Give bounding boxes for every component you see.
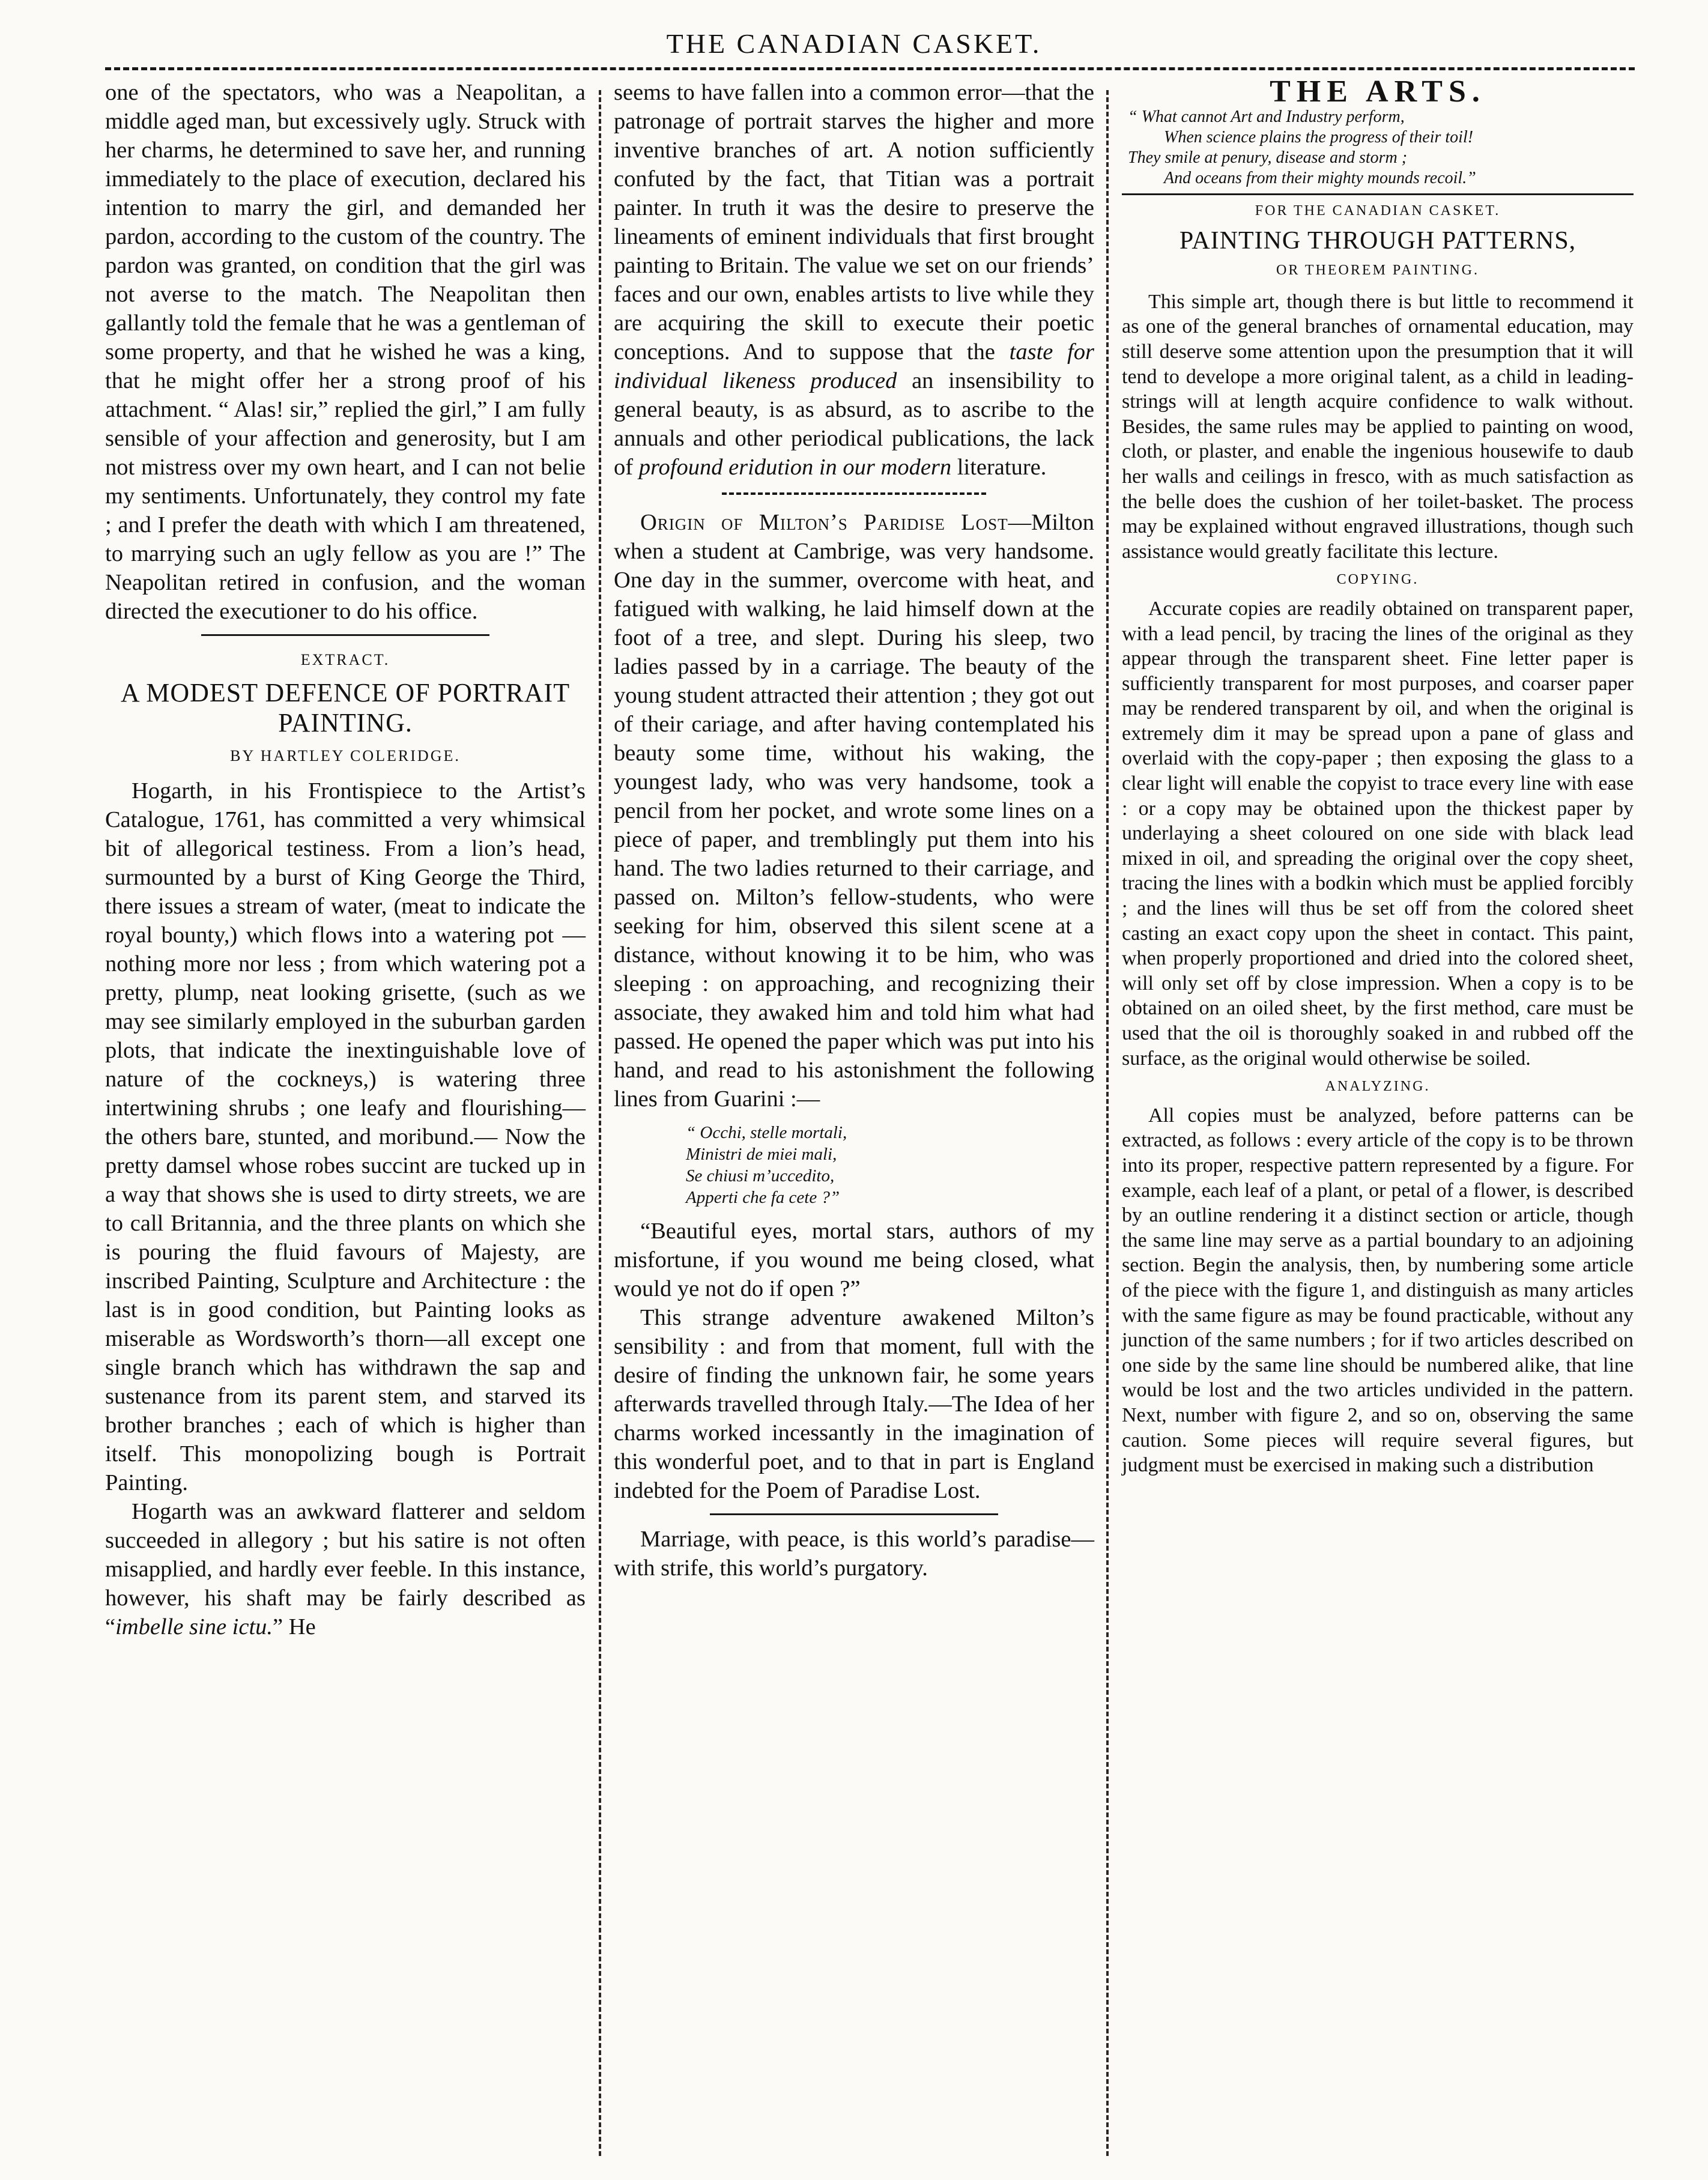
paragraph: Hogarth, in his Frontispiece to the Artist’s Catalogue, 1761, has committed a very whimsical bit of allegorical testiness. From a lion’s head, surmounted by a burst of King George the Third, there issues a stream of water, (meat to indicate the royal bounty,) which flows into a watering pot —nothing more nor less ; from which watering pot a pretty, plump, neat looking grisette, (such as we may see similarly employed in the suburban garden plots, that indicate the inextinguishable love of nature of the cockneys,) is watering three intertwining shrubs ; one leafy and flourishing— the others bare, stunted, and moribund.— Now the pretty damsel whose robes succint are tucked up in a way that shows she is used to dirty streets, we are to call Britannia, and the three plants on which she is pouring the fluid favours of Majesty, are inscribed Painting, Sculpture and Architecture : the last is in good condition, but Painting looks as miserable as Wordsworth’s thorn—all except one single branch which has withdrawn the sap and sustenance from its parent stem, and starved its brother branches ; each of which is higher than itself. This monopolizing bough is Portrait Painting. (105, 778, 586, 1495)
motto-verse: “ What cannot Art and Industry perform, When science plains the progress of their toil! They smile at penury, disease and storm ; And oceans from their mighty mounds recoil.” (1128, 107, 1476, 187)
italian-verse: “ Occhi, stelle mortali, Ministri de miei mali, Se chiusi m’uccedito, Apperti che fa cete ?” (686, 1123, 847, 1207)
paragraph: Marriage, with peace, is this world’s paradise—with strife, this world’s purgatory. (614, 1527, 1094, 1581)
byline: BY HARTLEY COLERIDGE. (230, 747, 461, 765)
section-rule (722, 492, 986, 495)
paragraph: Origin of Milton’s Paridise Lost—Milton when a student at Cambrige, was very handsome. One day in the summer, overcome with heat, and fatigued with walking, he laid himself down at the foot of a tree, and slept. During his sleep, two ladies passed by in a carriage. The beauty of the young student attracted their attention ; they got out of their cariage, and after having contemplated his beauty some time, without his waking, the youngest lady, who was very handsome, took a pencil from her pocket, and wrote some lines on a piece of paper, and tremblingly put them into his hand. The two ladies returned to their carriage, and passed on. Milton’s fellow-students, who were seeking for him, observed this silent scene at a distance, without knowing it to be him, who was sleeping : on approaching, and recognizing their associate, they awaked him and told him what had passed. He opened the paper which was put into his hand, and read to his astonishment the following lines from Guarini :— (614, 510, 1094, 1112)
for-label: FOR THE CANADIAN CASKET. (1255, 202, 1501, 219)
paragraph: one of the spectators, who was a Neapolitan, a middle aged man, but excessively ugly. Struck with her charms, he determined to save her, and running immediately to the place of execution, declared his intention to marry the girl, and demanded her pardon, according to the custom of the country. The pardon was granted, on condition that the girl was not averse to the match. The Neapolitan then gallantly told the female that he was a gentleman of some property, and that he wished he was a king, that he might offer her a strong proof of his attachment. “ Alas! sir,” replied the girl,” I am fully sensible of your affection and generosity, but I am not mistress over my own heart, and I can not belie my sentiments. Unfortunately, they control my fate ; and I prefer the death with which I am threatened, to marrying such an ugly fellow as you are !” The Neapolitan retired in confusion, and the woman directed the executioner to do his office. (105, 80, 586, 624)
paragraph: “Beautiful eyes, mortal stars, authors of my misfortune, if you wound me being closed, what would ye not do if open ?” (614, 1219, 1094, 1301)
paragraph: seems to have fallen into a common error—that the patronage of portrait starves the higher and more inventive branches of art. A notion sufficiently confuted by the fact, that Titian was a portrait painter. In truth it was the desire to preserve the lineaments of eminent individuals that first brought painting to Britain. The value we set on our friends’ faces and our own, enables artists to live while they are acquiring the skill to execute their poetic conceptions. And to suppose that the taste for individual likeness produced an insensibility to general beauty, is as absurd, as to ascribe to the annuals and other periodical publications, the lack of profound eridution in our modern literature. (614, 80, 1094, 480)
paragraph: Hogarth was an awkward flatterer and seldom succeeded in allegory ; but his satire is not often misapplied, and hardly ever feeble. In this instance, however, his shaft may be fairly described as “imbelle sine ictu.” He (105, 1499, 586, 1640)
arts-masthead: THE ARTS. (1270, 74, 1486, 109)
extract-label: EXTRACT. (300, 651, 390, 668)
header-rule (105, 67, 1635, 70)
running-head: THE CANADIAN CASKET. (666, 28, 1042, 59)
paragraph: This simple art, though there is but little to recommend it as one of the general branches of ornamental education, may still deserve some attention upon the presumption that it will tend to develope a more original talent, as a child in leading-strings will at length acquire confidence to walk without. Besides, the same rules may be applied to painting on wood, cloth, or plaster, and enable the ingenious housewife to daub her walls and ceilings in fresco, with as much satisfaction as the belle does the cushion of her toilet-basket. The process may be explained without engraved illustrations, though such assistance would greatly facilitate this lecture. (1122, 290, 1634, 563)
column-1 (105, 78, 586, 1641)
column-2 (614, 78, 1094, 1582)
column-rule (1106, 90, 1109, 2156)
article-title: PAINTING THROUGH PATTERNS, (1179, 227, 1576, 255)
section-rule (1122, 193, 1634, 195)
paragraph: Accurate copies are readily obtained on transparent paper, with a lead pencil, by tracing the lines of the original as they appear through the transparent sheet. Fine letter paper is sufficiently transparent for most purposes, and coarser paper may be rendered transparent by oil, and when the original is extremely dim it may be spread upon a pane of glass and overlaid with the copy-paper ; then exposing the glass to a clear light will enable the copyist to trace every line with ease : or a copy may be obtained upon the thickest paper by underlaying a sheet coloured on one side with black lead mixed in oil, and spreading the original over the copy sheet, tracing the lines with a bodkin which must be applied forcibly ; and the lines will thus be set off from the colored sheet casting an exact copy upon the sheet in contact. This paint, when properly proportioned and dried into the colored sheet, will only set off by close impression. When a copy is to be obtained on an oiled sheet, by the first method, care must be used that the oil is thoroughly soaked in and rubbed off the surface, as the original would otherwise be soiled. (1122, 597, 1634, 1070)
analyzing-label: ANALYZING. (1325, 1079, 1431, 1095)
column-rule (599, 90, 601, 2156)
article-subtitle: OR THEOREM PAINTING. (1276, 262, 1479, 279)
paragraph: All copies must be analyzed, before patterns can be extracted, as follows : every article of the copy is to be thrown into its proper, respective pattern represented by a figure. For example, each leaf of a plant, or petal of a flower, is described by an outline rendering it a distinct section or article, though the same line may serve as a partial boundary to an adjoining section. Begin the analysis, then, by numbering some article of the piece with the figure 1, and distinguish as many articles with the same figure as may be found practicable, without any junction of the same numbers ; for if two articles described on one side by the same line should be numbered alike, that line would be lost and the two articles undivided in the pattern. Next, number with figure 2, and so on, observing the same caution. Some pieces will require several figures, but judgment must be exercised in making such a distribution (1122, 1104, 1634, 1477)
paragraph: This strange adventure awakened Milton’s sensibility : and from that moment, full with the desire of finding the unknown fair, he some years afterwards travelled through Italy.—The Idea of her charms worked incessantly in the imagination of this wonderful poet, and to that in part is England indebted for the Poem of Paradise Lost. (614, 1305, 1094, 1503)
article-title: A MODEST DEFENCE OF PORTRAIT PAINTING. (120, 678, 571, 737)
section-rule (201, 634, 489, 636)
copying-label: COPYING. (1336, 572, 1419, 588)
section-rule (710, 1513, 998, 1515)
column-3 (1122, 74, 1634, 1478)
milton-heading: Origin of Milton’s Paridise Lost (640, 510, 1008, 535)
